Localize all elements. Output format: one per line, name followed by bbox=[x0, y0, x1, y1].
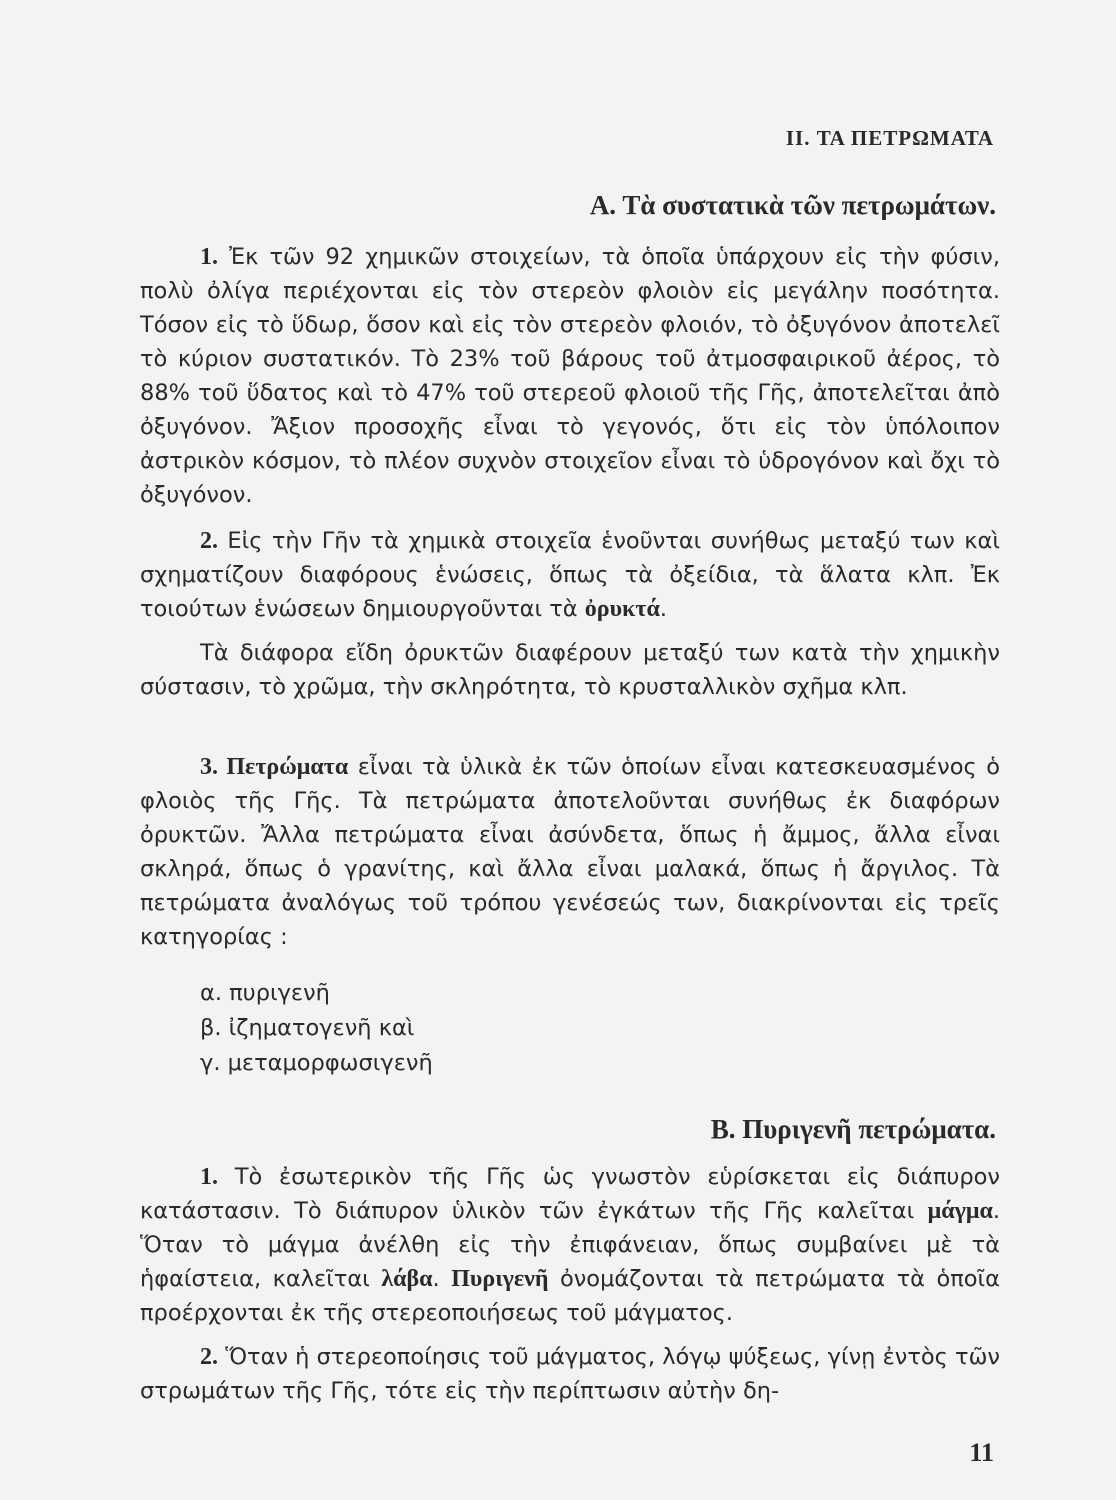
paragraph-number: 2. bbox=[200, 528, 218, 554]
paragraph-text: Ὅταν ἡ στερεοποίησις τοῦ μάγματος, λόγῳ ψύξεως, γίνῃ ἐντὸς τῶν στρωμάτων τῆς Γῆς, τότε εἰς τὴν περίπτωσιν αὐτὴν δη- bbox=[140, 1344, 1000, 1404]
paragraph-text: . bbox=[432, 1266, 452, 1292]
paragraph-a2 bbox=[140, 524, 1000, 626]
paragraph-b1 bbox=[140, 1160, 1000, 1330]
paragraph-text: Ἐκ τῶν 92 χημικῶν στοιχείων, τὰ ὁποῖα ὑπάρχουν εἰς τὴν φύσιν, πολὺ ὀλίγα περιέχονται εἰς τὸν στερεὸν φλοιὸν εἰς μεγάλην ποσότητα. Τόσον εἰς τὸ ὕδωρ, ὅσον καὶ εἰς τὸν στερεὸν φλοιόν, τὸ ὀξυγόνον ἀποτελεῖ τὸ κύριον συστατικόν. Τὸ 23% τοῦ βάρους τοῦ ἀτμοσφαιρικοῦ ἀέρος, τὸ 88% τοῦ ὕδατος καὶ τὸ 47% τοῦ στερεοῦ φλοιοῦ τῆς Γῆς, ἀποτελεῖται ἀπὸ ὀξυγόνον. Ἄξιον προσοχῆς εἶναι τὸ γεγονός, ὅτι εἰς τὸν ὑπόλοιπον ἀστρικὸν κόσμον, τὸ πλέον συχνὸν στοιχεῖον εἶναι τὸ ὑδρογόνον καὶ ὄχι τὸ ὀξυγόνον. bbox=[140, 244, 1000, 508]
list-item: γ. μεταμορφωσιγενῆ bbox=[200, 1050, 433, 1076]
paragraph-a2b: Τὰ διάφορα εἴδη ὀρυκτῶν διαφέρουν μεταξύ των κατὰ τὴν χημικὴν σύστασιν, τὸ χρῶμα, τὴν σκληρότητα, τὸ κρυσταλλικὸν σχῆμα κλπ. bbox=[140, 640, 1000, 700]
section-a-heading: Α. Τὰ συστατικὰ τῶν πετρωμάτων. bbox=[589, 190, 996, 220]
bold-term: Πυριγενῆ bbox=[451, 1266, 549, 1292]
bold-term: Πετρώματα bbox=[218, 754, 349, 780]
bold-term: λάβα bbox=[381, 1266, 433, 1292]
paragraph-text: ὀνομάζονται τὰ πετρώματα τὰ ὁποῖα προέρχονται ἐκ τῆς στερεοποιήσεως τοῦ μάγματος. bbox=[140, 1266, 1000, 1326]
list-item: β. ἰζηματογενῆ καὶ bbox=[200, 1015, 415, 1041]
paragraph-number: 1. bbox=[200, 1164, 218, 1190]
paragraph-b2 bbox=[140, 1340, 1000, 1408]
paragraph-text: εἶναι τὰ ὑλικὰ ἐκ τῶν ὁποίων εἶναι κατεσκευασμένος ὁ φλοιὸς τῆς Γῆς. Τὰ πετρώματα ἀποτελοῦνται συνήθως ἐκ διαφόρων ὀρυκτῶν. Ἄλλα πετρώματα εἶναι ἀσύνδετα, ὅπως ἡ ἄμμος, ἄλλα εἶναι σκληρά, ὅπως ὁ γρανίτης, καὶ ἄλλα εἶναι μαλακά, ὅπως ἡ ἄργιλος. Τὰ πετρώματα ἀναλόγως τοῦ τρόπου γενέσεώς των, διακρίνονται εἰς τρεῖς κατηγορίας : bbox=[140, 754, 1000, 950]
paragraph-text: Τὸ ἐσωτερικὸν τῆς Γῆς ὡς γνωστὸν εὑρίσκεται εἰς διάπυρον κατάστασιν. Τὸ διάπυρον ὑλικὸν τῶν ἐγκάτων τῆς Γῆς καλεῖται bbox=[140, 1164, 1000, 1224]
paragraph-number: 1. bbox=[200, 244, 218, 270]
list-item: α. πυριγενῆ bbox=[200, 980, 330, 1006]
bold-term: ὀρυκτά bbox=[584, 596, 660, 622]
paragraph-number: 2. bbox=[200, 1344, 218, 1370]
paragraph-number: 3. bbox=[200, 754, 218, 780]
paragraph-text: Εἰς τὴν Γῆν τὰ χημικὰ στοιχεῖα ἑνοῦνται συνήθως μεταξύ των καὶ σχηματίζουν διαφόρους ἑνώσεις, ὅπως τὰ ὀξείδια, τὰ ἅλατα κλπ. Ἐκ τοιούτων ἑνώσεων δημιουργοῦνται τὰ bbox=[140, 528, 1000, 622]
page-number: 11 bbox=[969, 1438, 994, 1467]
bold-term: μάγμα bbox=[927, 1198, 993, 1224]
paragraph-a1 bbox=[140, 240, 1000, 512]
chapter-title: II. ΤΑ ΠΕΤΡΩΜΑΤΑ bbox=[785, 126, 994, 150]
paragraph-a3 bbox=[140, 750, 1000, 954]
paragraph-end: . bbox=[659, 596, 667, 622]
section-b-heading: Β. Πυριγενῆ πετρώματα. bbox=[710, 1114, 996, 1144]
rock-categories-list bbox=[200, 976, 433, 1081]
paragraph-text: . Ὅταν τὸ μάγμα ἀνέλθη εἰς τὴν ἐπιφάνειαν, ὅπως συμβαίνει μὲ τὰ ἡφαίστεια, καλεῖται bbox=[140, 1198, 1000, 1292]
